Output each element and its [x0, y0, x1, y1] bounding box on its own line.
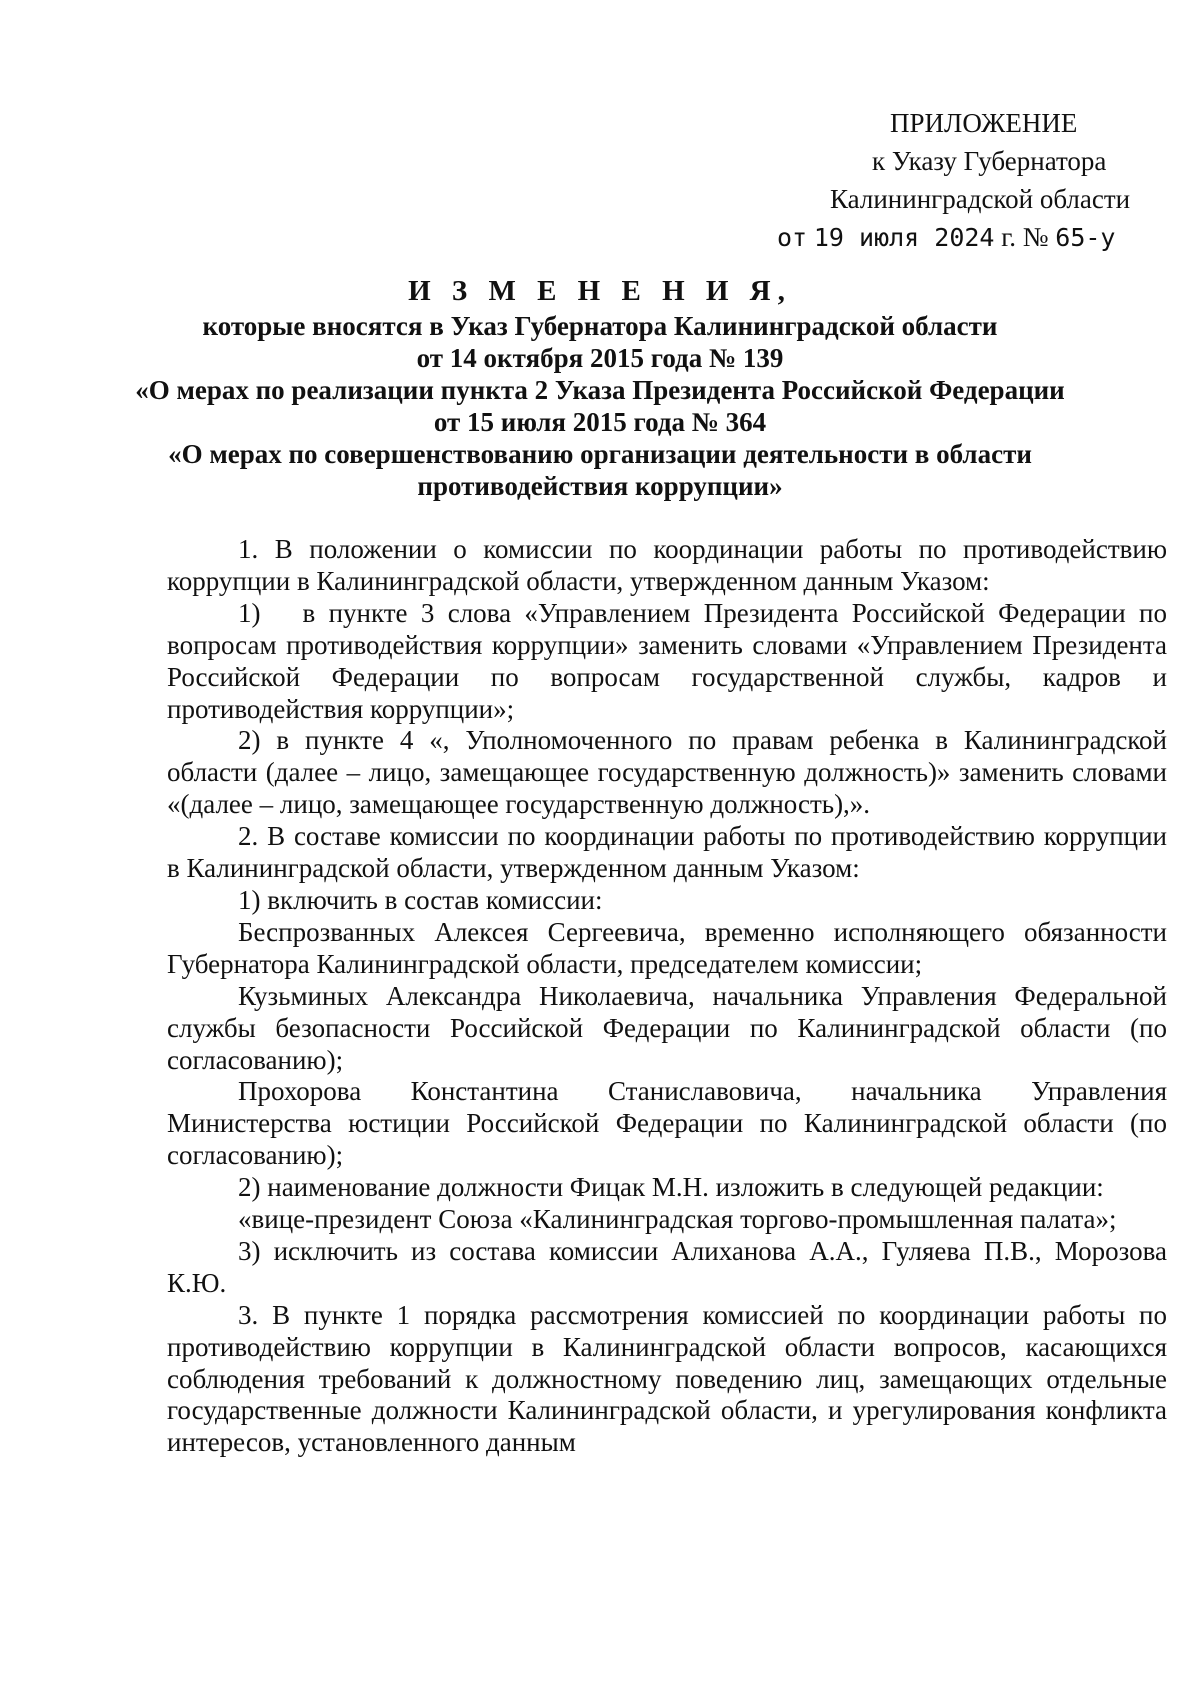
paragraph-2-member-1: Беспрозванных Алексея Сергеевича, временно исполняющего обязанности Губернатора Калининградской области, председателем комиссии;: [167, 916, 1167, 979]
title-line: противодействия коррупции»: [417, 471, 783, 501]
appendix-title: ПРИЛОЖЕНИЕ: [890, 108, 1078, 138]
paragraph-2-item-3: 3) исключить из состава комиссии Алиханова А.А., Гуляева П.В., Морозова К.Ю.: [167, 1235, 1167, 1298]
paragraph-1-item-1: [167, 598, 1167, 726]
paragraph-2: 2. В составе комиссии по координации работы по противодействию коррупции в Калининградской области, утвержденном данным Указом:: [167, 821, 1167, 884]
title-line: от 15 июля 2015 года № 364: [433, 407, 767, 437]
paragraph-2-item-2: 2) наименование должности Фицак М.Н. изложить в следующей редакции:: [238, 1172, 1104, 1203]
title-line: «О мерах по реализации пункта 2 Указа Президента Российской Федерации: [135, 375, 1065, 405]
date-prefix: от: [777, 223, 808, 252]
paragraph-1-item-2: 2) в пункте 4 «, Уполномоченного по правам ребенка в Калининградской области (далее – лицо, замещающее государственную должность)» заменить словами «(далее – лицо, замещающее государственную должность),».: [167, 725, 1167, 820]
title-line: от 14 октября 2015 года № 139: [416, 343, 784, 373]
date-value: 19 июля 2024: [813, 223, 995, 252]
title-line: которые вносятся в Указ Губернатора Калининградской области: [202, 311, 998, 341]
item-text: в пункте 3 слова «Управлением Президента Российской Федерации по вопросам противодействия коррупции» заменить словами «Управлением Президента Российской Федерации по вопросам государственной службы, кадров и противодействия коррупции»;: [167, 597, 1167, 724]
paragraph-2-member-3: Прохорова Константина Станиславовича, начальника Управления Министерства юстиции Российской Федерации по Калининградской области (по согласованию);: [167, 1076, 1167, 1171]
paragraph-1: 1. В положении о комиссии по координации работы по противодействию коррупции в Калининградской области, утвержденном данным Указом:: [167, 534, 1167, 596]
document-title-block: [100, 272, 1100, 502]
appendix-header: [700, 104, 1160, 257]
item-number: 1): [238, 597, 261, 628]
decree-number: 65-у: [1055, 223, 1116, 252]
document-heading: И З М Е Н Е Н И Я,: [408, 275, 792, 307]
appendix-line-region: Калининградской области: [830, 184, 1131, 214]
appendix-date-line: [700, 218, 1160, 257]
paragraph-3: 3. В пункте 1 порядка рассмотрения комиссией по координации работы по противодействию коррупции в Калининградской области вопросов, касающихся соблюдения требований к должностному поведению лиц, замещающих отдельные государственные должности Калининградской области, и урегулирования конфликта интересов, установленного данным: [167, 1299, 1167, 1458]
number-sign: №: [1022, 222, 1049, 252]
date-year-suffix: г.: [1001, 222, 1017, 252]
document-body: [167, 534, 1167, 1459]
appendix-line-decree: к Указу Губернатора: [872, 146, 1107, 176]
title-line: «О мерах по совершенствованию организации деятельности в области: [168, 439, 1032, 469]
paragraph-2-item-1: 1) включить в состав комиссии:: [238, 884, 603, 915]
paragraph-2-item-2-text: «вице-президент Союза «Калининградская торгово-промышленная палата»;: [238, 1204, 1117, 1235]
paragraph-2-member-2: Кузьминых Александра Николаевича, начальника Управления Федеральной службы безопасности Российской Федерации по Калининградской области (по согласованию);: [167, 980, 1167, 1075]
